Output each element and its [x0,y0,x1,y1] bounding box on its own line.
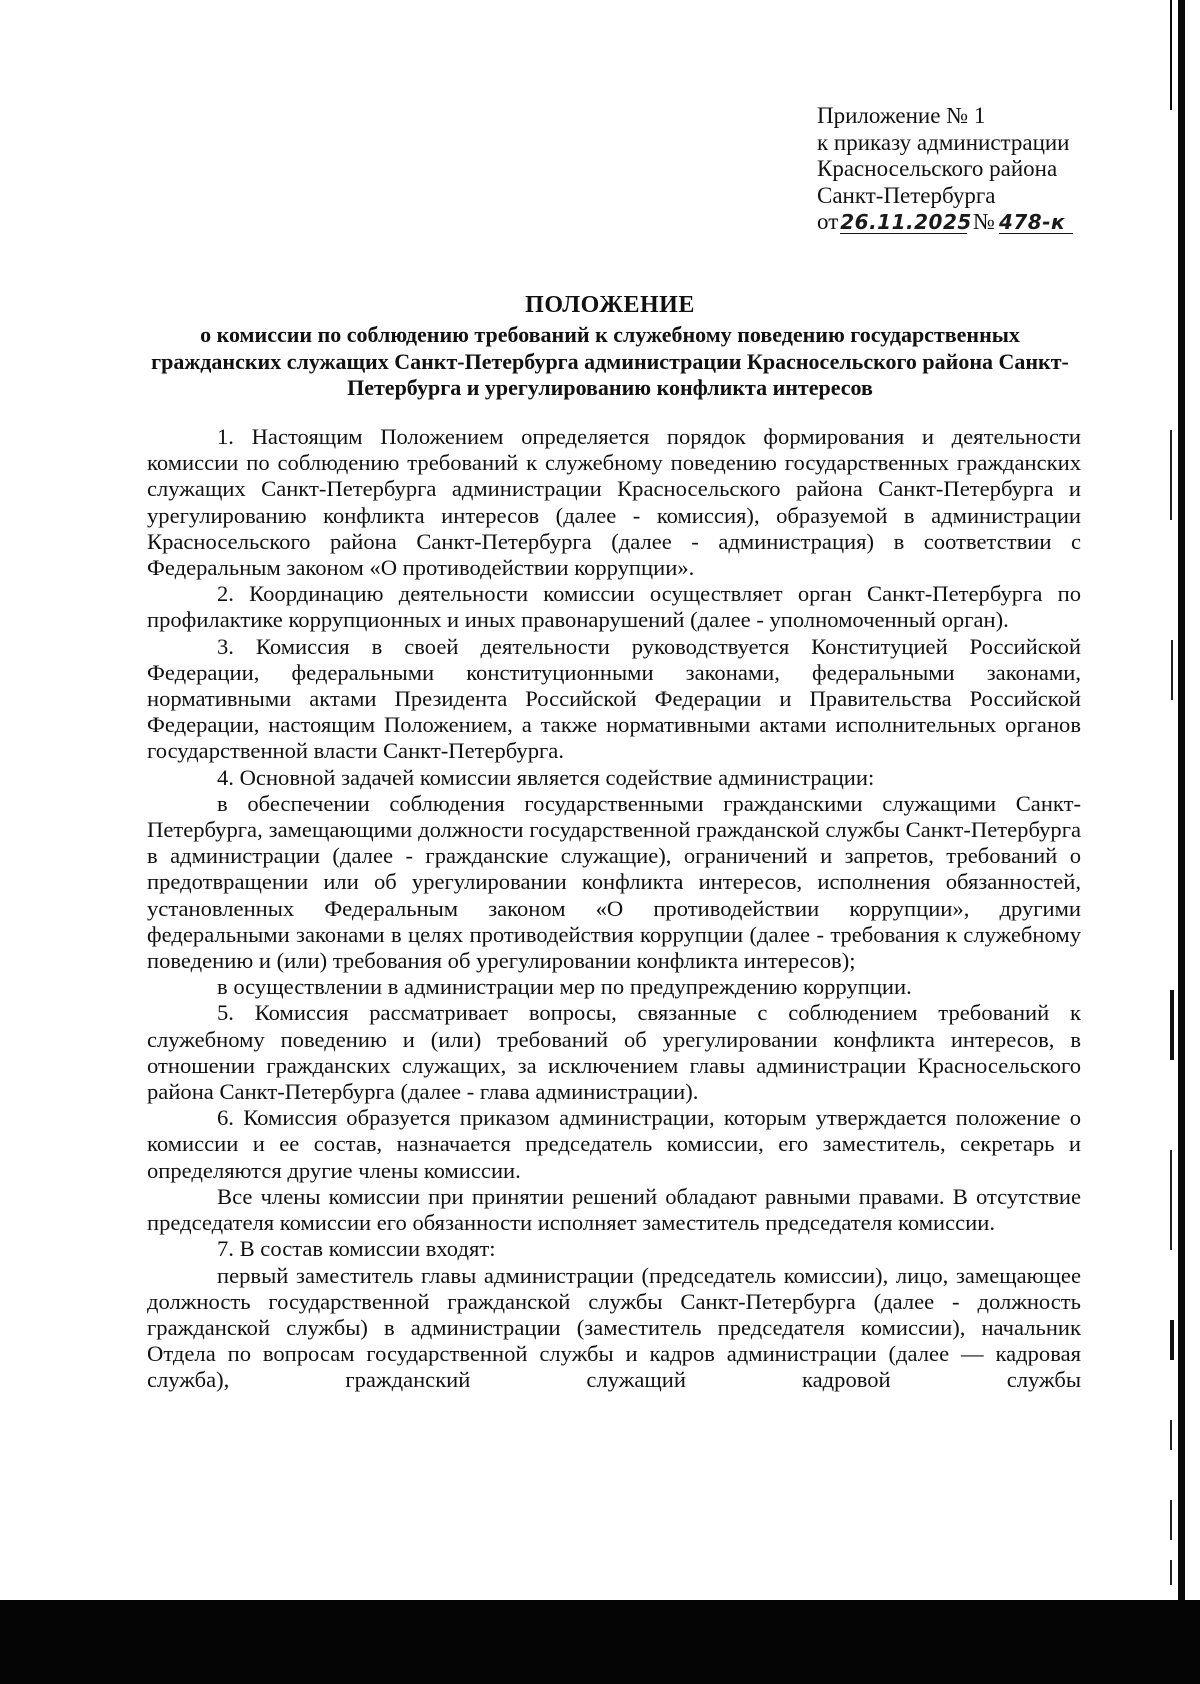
paragraph-6-continued: Все члены комиссии при принятии решений обладают равными правами. В отсутствие председателя комиссии его обязанности исполняет заместитель председателя комиссии. [147,1183,1081,1236]
title-subtitle: о комиссии по соблюдению требований к служебному поведению государственных гражданских служащих Санкт-Петербурга администрации Красносельского района Санкт-Петербурга и урегулированию конфликта интересов [151,322,1069,400]
handwritten-order-number: 478-к [999,211,1073,234]
paragraph-3: 3. Комиссия в своей деятельности руководствуется Конституцией Российской Федерации, федеральными конституционными законами, федеральными законами, нормативными актами Президента Российской Федерации и Правительства Российской Федерации, настоящим Положением, а также нормативными актами исполнительных органов государственной власти Санкт-Петербурга. [147,633,1081,764]
handwritten-date: 26.11.2025 [840,210,972,234]
scan-bottom-band [0,1600,1200,1684]
scan-edge-mark [1170,1420,1172,1450]
scan-edge-mark [1170,430,1172,520]
scan-edge-line [1178,0,1185,1600]
appendix-date-line [817,209,1117,236]
title-main: ПОЛОЖЕНИЕ [525,292,695,318]
paragraph-2: 2. Координацию деятельности комиссии осуществляет орган Санкт-Петербурга по профилактике коррупционных и иных правонарушений (далее - уполномоченный орган). [147,581,1081,633]
appendix-order-ref: к приказу администрации [817,129,1070,155]
paragraph-1: 1. Настоящим Положением определяется порядок формирования и деятельности комиссии по соблюдению требований к служебному поведению государственных гражданских служащих Санкт-Петербурга администрации Красносельского района Санкт-Петербурга и урегулированию конфликта интересов (далее - комиссия), образуемой в администрации Красносельского района Санкт-Петербурга (далее - администрация) в соответствии с Федеральным законом «О противодействии коррупции». [147,424,1081,581]
paragraph-4-item-1: в обеспечении соблюдения государственными гражданскими служащими Санкт-Петербурга, замещающими должности государственной гражданской службы Санкт-Петербурга в администрации (далее - гражданские служащие), ограничений и запретов, требований о предотвращении или об урегулировании конфликта интересов, исполнения обязанностей, установленных Федеральным законом «О противодействии коррупции», другими федеральными законами в целях противодействия коррупции (далее - требования к служебному поведению и (или) требования об урегулировании конфликта интересов); [147,790,1081,974]
scan-edge-mark [1170,1150,1172,1250]
appendix-header [817,103,1117,236]
paragraph-7-composition: первый заместитель главы администрации (председатель комиссии), лицо, замещающее должность государственной гражданской службы Санкт-Петербурга (далее - должность гражданской службы) в администрации (заместитель председателя комиссии), начальник Отдела по вопросам государственной службы и кадров администрации (далее — кадровая служба), гражданский служащий кадровой службы [147,1262,1081,1393]
scan-edge-mark [1170,1560,1172,1585]
number-prefix: № [973,209,995,234]
scan-edge-mark [1170,990,1174,1060]
paragraph-4: 4. Основной задачей комиссии является содействие администрации: [217,764,875,790]
paragraph-4-item-2: в осуществлении в администрации мер по предупреждению коррупции. [217,974,912,1000]
appendix-district: Красносельского района [817,156,1058,181]
appendix-number: Приложение № 1 [817,103,986,128]
scan-edge-mark [1170,1500,1172,1540]
scan-edge-line-thin [1170,0,1172,110]
paragraph-5: 5. Комиссия рассматривает вопросы, связанные с соблюдением требований к служебному поведению и (или) требований об урегулировании конфликта интересов, в отношении гражданских служащих, за исключением главы администрации Красносельского района Санкт-Петербурга (далее - глава администрации). [147,1000,1081,1105]
scan-edge-mark [1170,1320,1174,1360]
paragraph-6: 6. Комиссия образуется приказом администрации, которым утверждается положение о комиссии и ее состав, назначается председатель комиссии, его заместитель, секретарь и определяются другие члены комиссии. [147,1105,1081,1183]
document-body [147,424,1081,1394]
appendix-city: Санкт-Петербурга [817,182,996,208]
document-title [140,290,1080,402]
scan-edge-mark [1171,640,1173,700]
date-prefix: от [817,209,839,234]
paragraph-7: 7. В состав комиссии входят: [217,1236,496,1262]
